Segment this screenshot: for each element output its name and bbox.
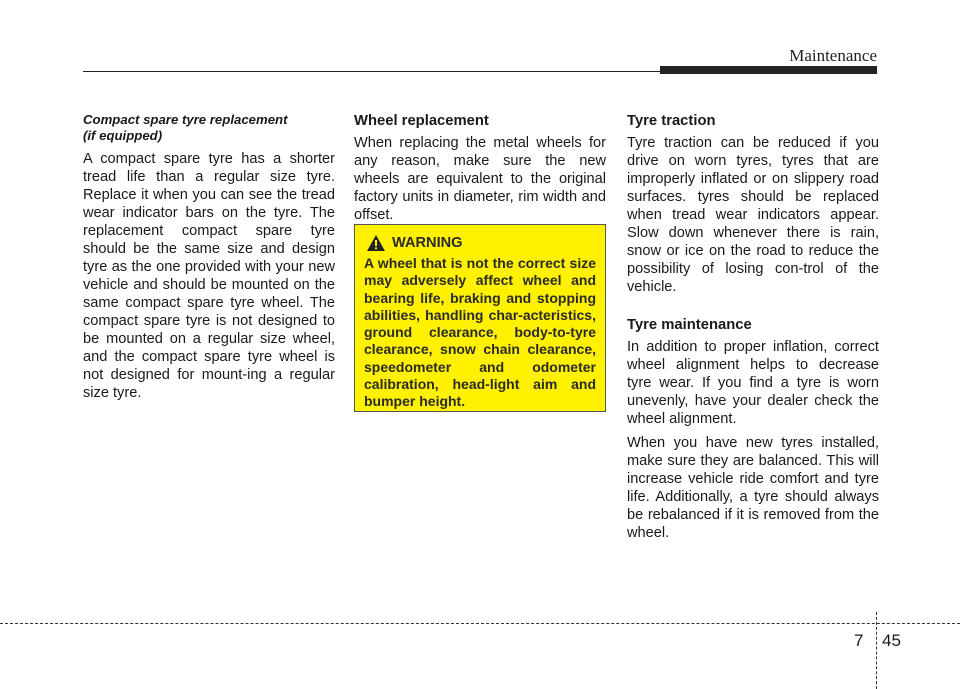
warning-triangle-icon xyxy=(366,234,386,252)
column-tyre-care xyxy=(627,112,879,548)
warning-title: WARNING xyxy=(392,235,463,251)
wheel-replacement-body: When replacing the metal wheels for any reason, make sure the new wheels are equivalent to the original factory units in diameter, rim width and offset. xyxy=(354,135,606,223)
section-title: Maintenance xyxy=(789,46,877,65)
tyre-maintenance-body-2: When you have new tyres installed, make sure they are balanced. This will increase vehicle ride comfort and tyre life. Additionally, a tyre should always be rebalanced if it is removed from the wheel. xyxy=(627,435,879,541)
compact-spare-heading-line2: (if equipped) xyxy=(83,128,163,143)
compact-spare-heading-line1: Compact spare tyre replacement xyxy=(83,112,288,127)
column-wheel-replacement xyxy=(354,112,606,230)
wheel-replacement-heading: Wheel replacement xyxy=(354,113,489,129)
chapter-number: 7 xyxy=(854,631,864,650)
tyre-maintenance-body-1: In addition to proper inflation, correct wheel alignment helps to decrease tyre wear. If you find a tyre is worn unevenly, have your dealer check the wheel alignment. xyxy=(627,339,879,427)
footer-dashed-rule xyxy=(0,623,960,624)
tyre-traction-body: Tyre traction can be reduced if you drive on worn tyres, tyres that are improperly inflated or on slippery road surfaces. tyres should be replaced when tread wear indicators appear. Slow down whenever there is rain, snow or ice on the road to reduce the possibility of losing con-trol of the vehicle. xyxy=(627,135,879,295)
header-rule-thin xyxy=(83,71,663,72)
header-rule-thick xyxy=(660,66,877,74)
warning-header xyxy=(364,234,596,252)
footer-vertical-divider xyxy=(876,612,877,689)
warning-box xyxy=(354,224,606,412)
column-compact-spare xyxy=(83,112,335,408)
compact-spare-heading xyxy=(83,112,335,144)
page-number: 45 xyxy=(882,631,901,650)
warning-text: A wheel that is not the correct size may adversely affect wheel and bearing life, braking and stopping abilities, handling char-acteristics, ground clearance, body-to-tyre clearance, snow chain clearance, speedometer and odometer calibration, head-light aim and bumper height. xyxy=(364,255,596,410)
tyre-traction-heading: Tyre traction xyxy=(627,113,716,129)
tyre-maintenance-heading: Tyre maintenance xyxy=(627,317,752,333)
compact-spare-body: A compact spare tyre has a shorter tread life than a regular size tyre. Replace it when you can see the tread wear indicator bars on the tyre. The replacement compact spare tyre should be the same size and design tyre as the one provided with your new vehicle and should be mounted on the same compact spare tyre wheel. The compact spare tyre is not designed to be mounted on a regular size wheel, and the compact spare tyre wheel is not designed for mount-ing a regular size tyre. xyxy=(83,151,335,401)
